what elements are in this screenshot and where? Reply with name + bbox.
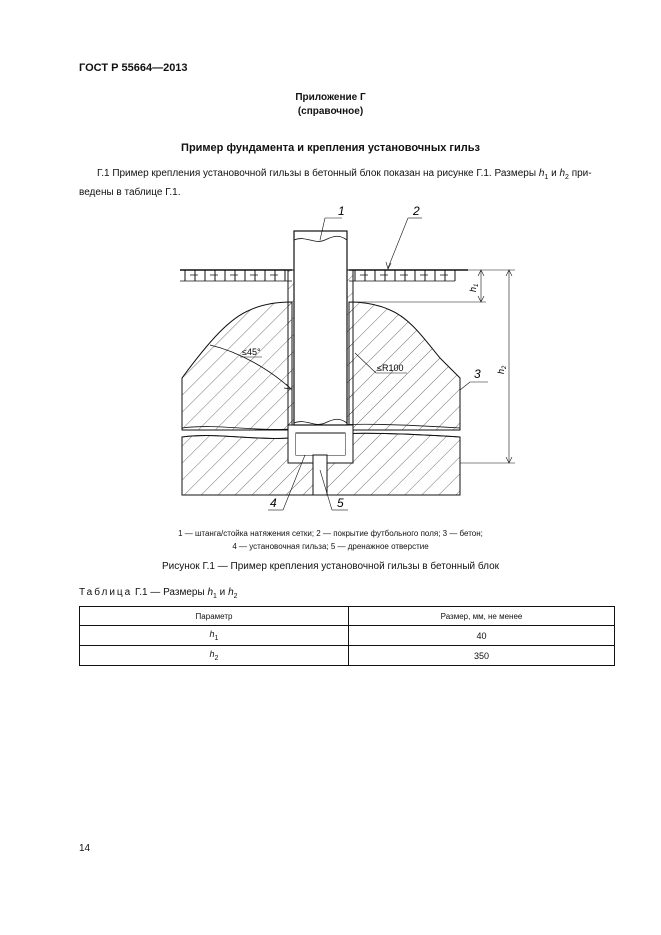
page-number: 14 bbox=[79, 843, 91, 854]
net-post bbox=[294, 231, 347, 425]
annex-title: Приложение Г bbox=[295, 92, 366, 103]
dim-h1-label: $h_1$ bbox=[468, 283, 480, 292]
legend-line-1: 1 — штанга/стойка натяжения сетки; 2 — покрытие футбольного поля; 3 — бетон; bbox=[178, 529, 483, 538]
figure-legend bbox=[0, 527, 661, 553]
annex-note: (справочное) bbox=[297, 106, 364, 117]
standard-number: ГОСТ Р 55664—2013 bbox=[79, 62, 188, 74]
table-title: Таблица Г.1 — Размеры $h_1$ и $h_2$ bbox=[79, 587, 238, 600]
section-title: Пример фундамента и крепления установочных гильз bbox=[181, 142, 480, 154]
dimensions-table bbox=[79, 606, 615, 666]
table-cell-value: 350 bbox=[349, 646, 615, 666]
intro-paragraph: Г.1 Пример крепления установочной гильзы в бетонный блок показан на рисунке Г.1. Размеры $h_1$ и $h_2$ при-ведены в таблице Г.1. bbox=[79, 168, 592, 198]
legend-line-2: 4 — установочная гильза; 5 — дренажное отверстие bbox=[232, 542, 429, 551]
table-cell-param: $h_2$ bbox=[80, 646, 349, 666]
table-cell-param: $h_1$ bbox=[80, 626, 349, 646]
angle-label: ≤45° bbox=[242, 347, 261, 357]
figure-caption: Рисунок Г.1 — Пример крепления установочной гильзы в бетонный блок bbox=[161, 561, 500, 572]
table-row bbox=[80, 646, 615, 666]
table-header-size: Размер, мм, не менее bbox=[349, 607, 615, 626]
label-1: 1 bbox=[338, 204, 345, 218]
dim-h2-label: $h_2$ bbox=[496, 365, 508, 374]
label-3: 3 bbox=[474, 367, 481, 381]
table-header-param: Параметр bbox=[80, 607, 349, 626]
label-2: 2 bbox=[413, 204, 420, 218]
label-5: 5 bbox=[337, 496, 344, 510]
label-4: 4 bbox=[270, 496, 277, 510]
table-row bbox=[80, 626, 615, 646]
radius-label: ≤R100 bbox=[377, 363, 404, 373]
drainage-hole bbox=[313, 455, 327, 495]
table-header-row bbox=[80, 607, 615, 626]
table-cell-value: 40 bbox=[349, 626, 615, 646]
